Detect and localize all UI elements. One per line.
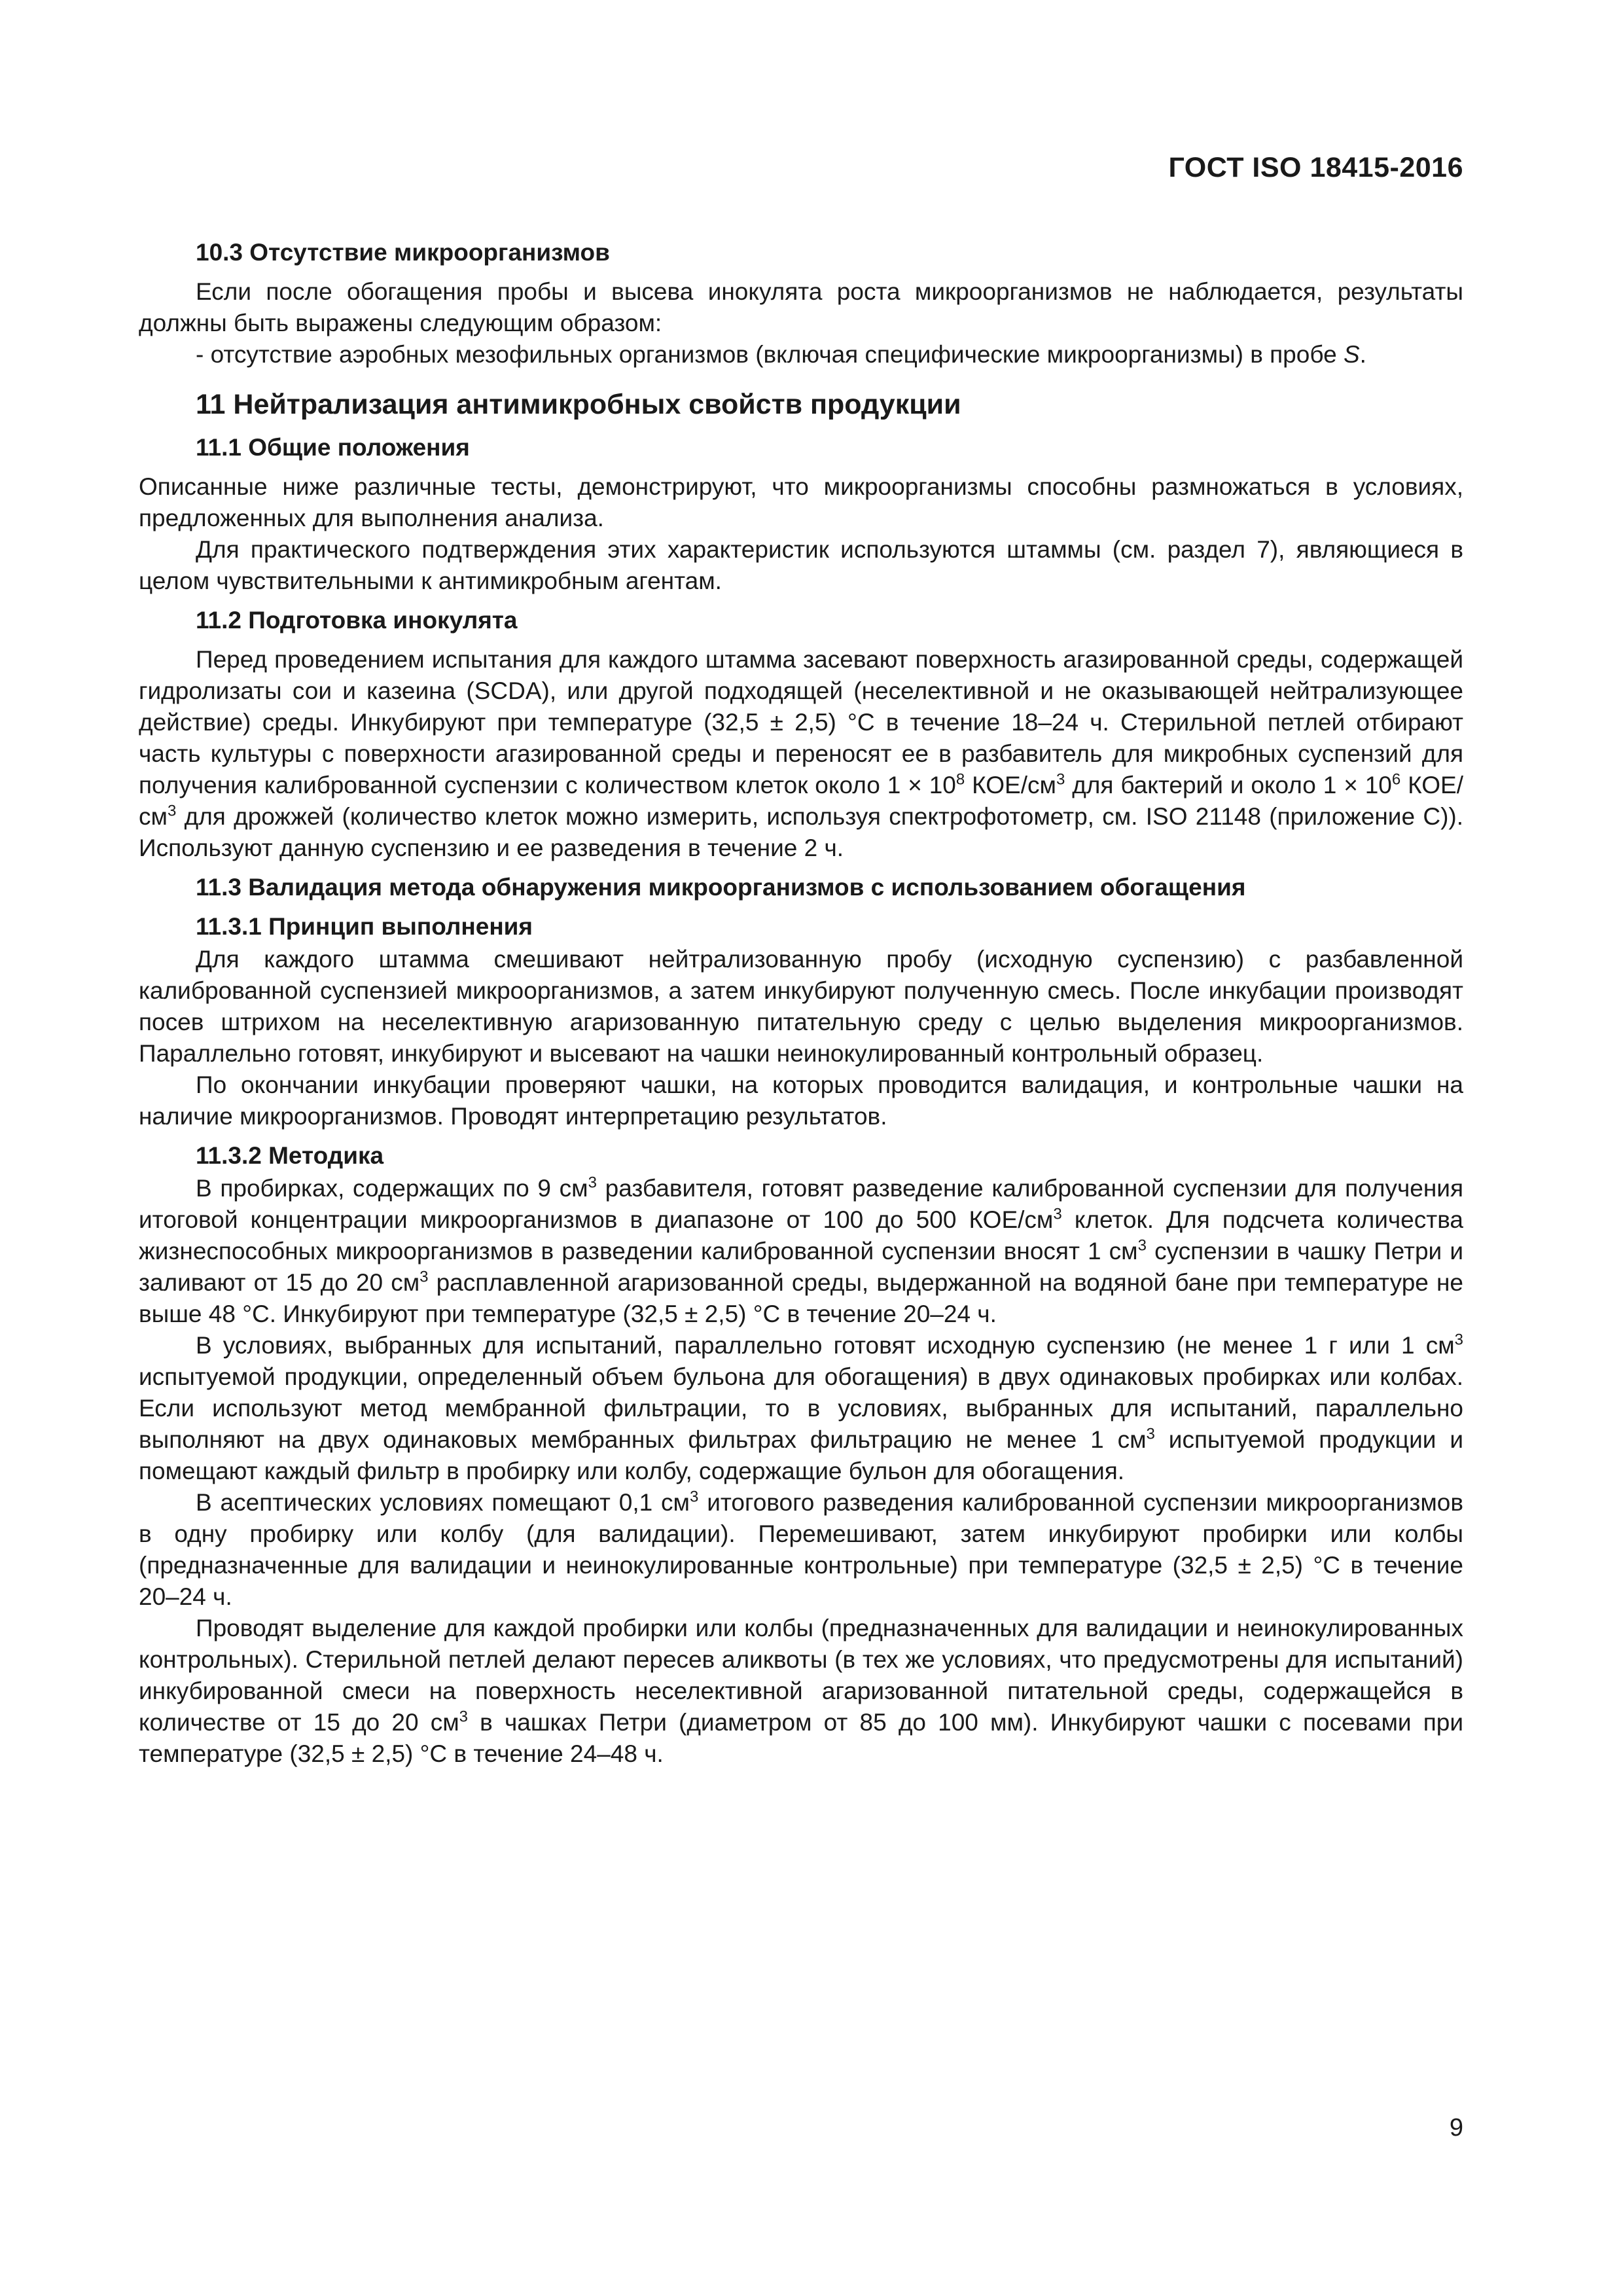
section-11-3-1-title: 11.3.1 Принцип выполнения <box>196 913 533 940</box>
document-body <box>139 229 1463 1770</box>
section-11-3-1-paragraph-2: По окончании инкубации проверяют чашки, на которых проводится валидация, и контрольные чашки на наличие микроорганизмов. Проводят интерпретацию результатов. <box>139 1071 1463 1130</box>
section-11-3-2-paragraph-4: Проводят выделение для каждой пробирки или колбы (предназначенных для валидации и неинокулированных контрольных). Стерильной петлей делают пересев аликвоты (в тех же условиях, что предусмотрены для испытаний) инкубированной смеси на поверхность неселективной агаризованной питательной среды, содержащейся в количестве от 15 до 20 $см^3$ в чашках Петри (диаметром от 85 до 100 мм). Инкубируют чашки с посевами при температуре (32,5 ± 2,5) °С в течение 24–48 ч. <box>139 1615 1463 1767</box>
page-number: 9 <box>1449 2114 1463 2142</box>
sample-symbol: S <box>1343 341 1360 368</box>
section-11-1-title: 11.1 Общие положения <box>196 434 470 461</box>
section-10-3-title: 10.3 Отсутствие микроорганизмов <box>196 239 610 266</box>
section-11-3-1-paragraph-1: Для каждого штамма смешивают нейтрализованную пробу (исходную суспензию) с разбавленной калиброванной суспензией микроорганизмов, а затем инкубируют полученную смесь. После инкубации производят посев штрихом на неселективную агаризованную питательную среду с целью выделения микроорганизмов. Параллельно готовят, инкубируют и высевают на чашки неинокулированный контрольный образец. <box>139 946 1463 1067</box>
section-11-3-2-title: 11.3.2 Методика <box>196 1142 384 1169</box>
section-11-1-paragraph-2: Для практического подтверждения этих характеристик используются штаммы (см. раздел 7), являющиеся в целом чувствительными к антимикробным агентам. <box>139 536 1463 594</box>
section-11-1-paragraph-1: Описанные ниже различные тесты, демонстрируют, что микроорганизмы способны размножаться в условиях, предложенных для выполнения анализа. <box>139 473 1463 531</box>
section-11-title: 11 Нейтрализация антимикробных свойств продукции <box>196 389 961 420</box>
section-11-3-2-paragraph-1: В пробирках, содержащих по 9 $см^3$ разбавителя, готовят разведение калиброванной суспензии для получения итоговой концентрации микроорганизмов в диапазоне от 100 до 500 КОЕ/$см^3$ клеток. Для подсчета количества жизнеспособных микроорганизмов в разведении калиброванной суспензии вносят 1 $см^3$ суспензии в чашку Петри и заливают от 15 до 20 $см^3$ расплавленной агаризованной среды, выдержанной на водяной бане при температуре не выше 48 °С. Инкубируют при температуре (32,5 ± 2,5) °С в течение 20–24 ч. <box>139 1174 1464 1327</box>
section-10-3-paragraph-2: - отсутствие аэробных мезофильных организмов (включая специфические микроорганизмы) в пробе S. <box>196 341 1366 368</box>
section-11-3-2-paragraph-3: В асептических условиях помещают 0,1 $см^3$ итогового разведения калиброванной суспензии микроорганизмов в одну пробирку или колбу (для валидации). Перемешивают, затем инкубируют пробирки или колбы (предназначенные для валидации и неинокулированные контрольные) при температуре (32,5 ± 2,5) °С в течение 20–24 ч. <box>139 1488 1463 1610</box>
document-page <box>139 0 1463 2296</box>
section-11-2-title: 11.2 Подготовка инокулята <box>196 607 518 634</box>
section-11-3-2-paragraph-2: В условиях, выбранных для испытаний, параллельно готовят исходную суспензию (не менее 1 г или 1 $см^3$ испытуемой продукции, определенный объем бульона для обогащения) в двух одинаковых пробирках или колбах. Если используют метод мембранной фильтрации, то в условиях, выбранных для испытаний, параллельно выполняют на двух одинаковых мембранных фильтрах фильтрацию не менее 1 $см^3$ испытуемой продукции и помещают каждый фильтр в пробирку или колбу, содержащие бульон для обогащения. <box>139 1331 1463 1484</box>
section-11-2-paragraph-1: Перед проведением испытания для каждого штамма засевают поверхность агазированной среды, содержащей гидролизаты сои и казеина (SCDA), или другой подходящей (неселективной и не оказывающей нейтрализующее действие) среды. Инкубируют при температуре (32,5 ± 2,5) °С в течение 18–24 ч. Стерильной петлей отбирают часть культуры с поверхности агазированной среды и переносят ее в разбавитель для микробных суспензий для получения калиброванной суспензии с количеством клеток около $1 \times 10^8$ КОЕ/$см^3$ для бактерий и около $1 \times 10^6$ КОЕ/$см^3$ для дрожжей (количество клеток можно измерить, используя спектрофотометр, см. ISO 21148 (приложение С)). Используют данную суспензию и ее разведения в течение 2 ч. <box>139 646 1464 861</box>
document-header: ГОСТ ISO 18415-2016 <box>1168 152 1463 183</box>
section-10-3-paragraph-1: Если после обогащения пробы и высева инокулята роста микроорганизмов не наблюдается, результаты должны быть выражены следующим образом: <box>139 278 1463 336</box>
section-11-3-title: 11.3 Валидация метода обнаружения микроорганизмов с использованием обогащения <box>196 874 1246 901</box>
